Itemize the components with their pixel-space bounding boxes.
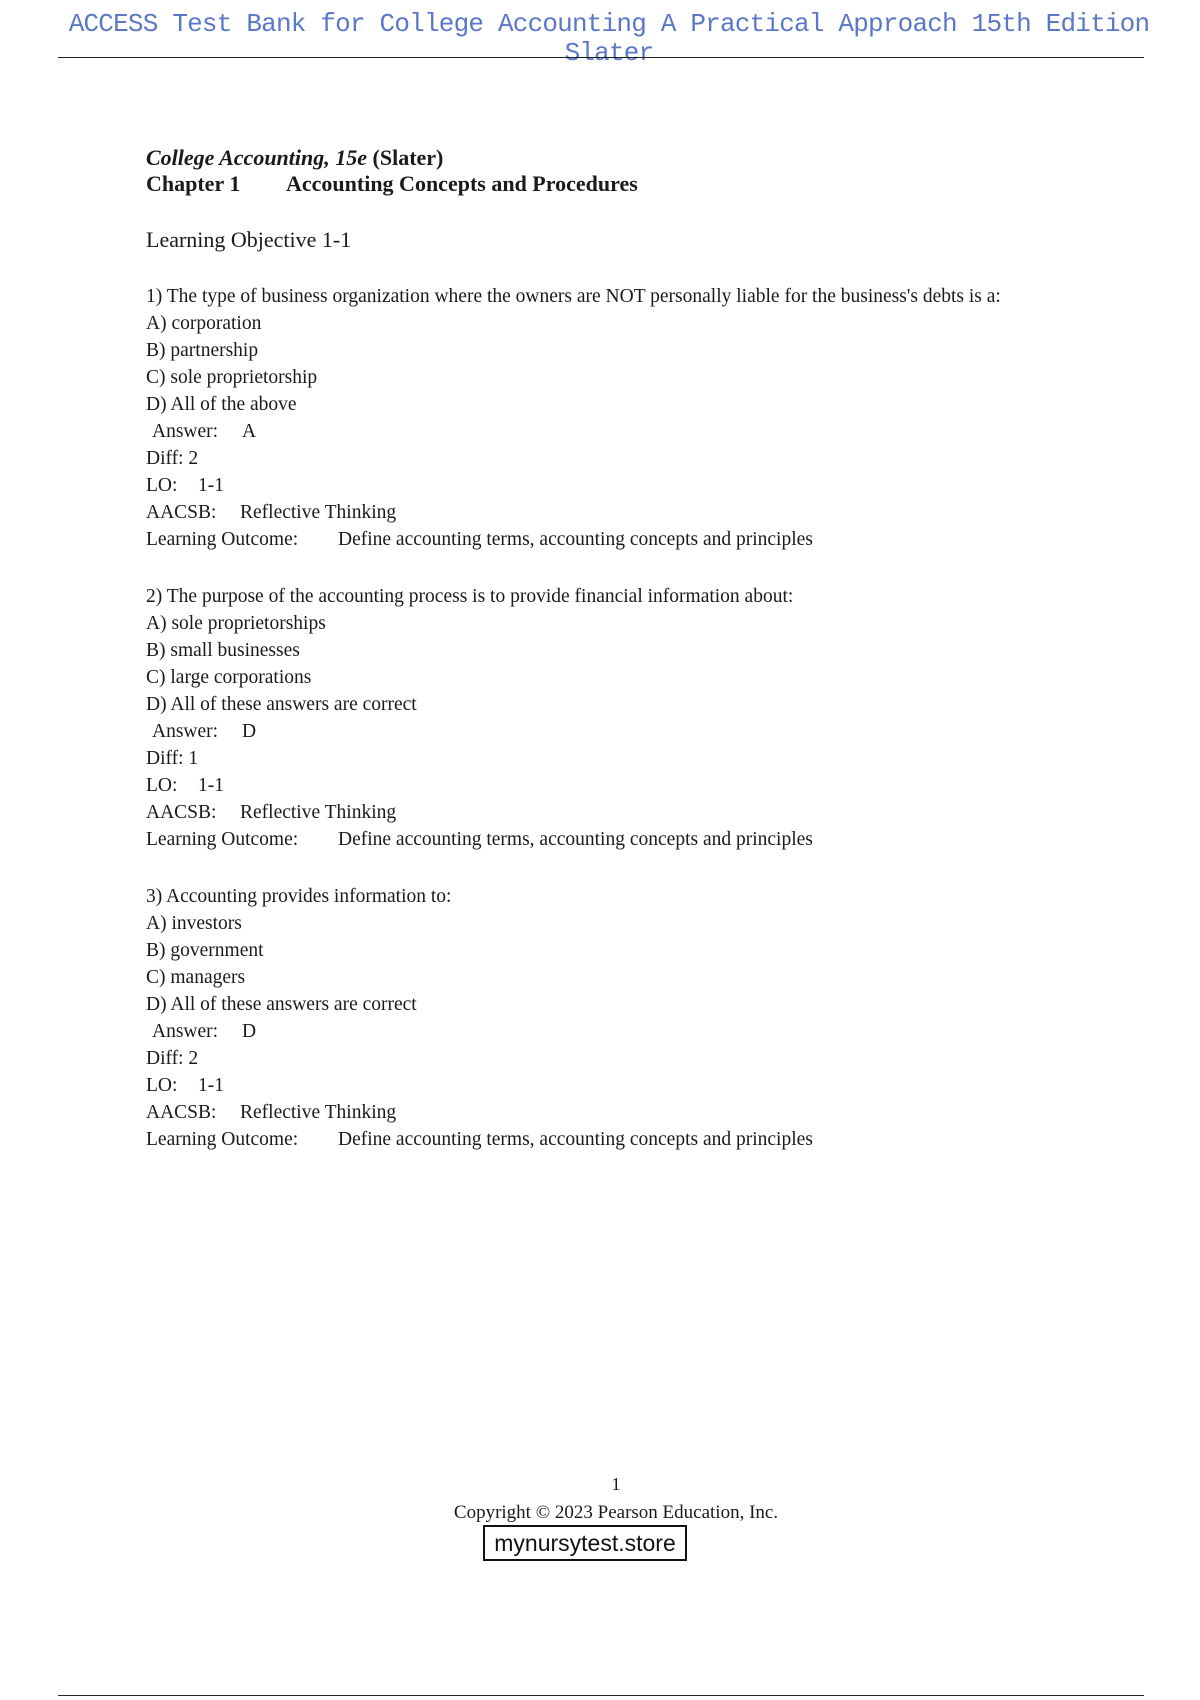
page-number: 1: [611, 1474, 621, 1494]
answer-label: Answer:: [152, 421, 219, 442]
option-b: B) partnership: [146, 340, 259, 361]
learning-outcome-label: Learning Outcome:: [146, 1129, 299, 1150]
option-b: B) small businesses: [146, 640, 300, 661]
aacsb-label: AACSB:: [146, 502, 217, 523]
option-d: D) All of these answers are correct: [146, 994, 417, 1015]
option-a: A) investors: [146, 913, 242, 934]
option-d: D) All of these answers are correct: [146, 694, 417, 715]
difficulty: Diff: 2: [146, 1048, 199, 1069]
option-a: A) sole proprietorships: [146, 613, 326, 634]
answer-value: D: [242, 721, 257, 742]
option-d: D) All of the above: [146, 394, 297, 415]
question-block-2: [146, 583, 1106, 853]
option-a: A) corporation: [146, 313, 262, 334]
aacsb-value: Reflective Thinking: [240, 502, 397, 523]
learning-outcome-row: [146, 1126, 1106, 1153]
difficulty: Diff: 1: [146, 748, 199, 769]
lo-value: 1-1: [198, 775, 224, 796]
question-text: 1) The type of business organization where the owners are NOT personally liable for the business's debts is a:: [146, 286, 1001, 307]
question-block-3: [146, 883, 1106, 1153]
aacsb-value: Reflective Thinking: [240, 1102, 397, 1123]
option-c: C) large corporations: [146, 667, 312, 688]
book-title: [146, 145, 1106, 171]
footer-divider: [58, 1695, 1144, 1696]
book-title-italic: College Accounting, 15e: [146, 145, 368, 170]
watermark-stamp: mynursytest.store: [483, 1525, 687, 1561]
header-title-link[interactable]: ACCESS Test Bank for College Accounting A Practical Approach 15th Edition Slater: [68, 9, 1150, 68]
chapter-heading: [146, 171, 1106, 197]
option-c: C) sole proprietorship: [146, 367, 318, 388]
learning-outcome-row: [146, 526, 1106, 553]
lo-label: LO:: [146, 475, 178, 496]
question-text: 2) The purpose of the accounting process is to provide financial information about:: [146, 586, 794, 607]
header-divider: [58, 57, 1144, 58]
learning-objective-heading: Learning Objective 1-1: [146, 227, 352, 252]
learning-outcome-label: Learning Outcome:: [146, 829, 299, 850]
chapter-title: Accounting Concepts and Procedures: [286, 171, 638, 196]
lo-label: LO:: [146, 1075, 178, 1096]
lo-label: LO:: [146, 775, 178, 796]
page-content: [146, 145, 1106, 1153]
aacsb-row: [146, 1099, 1106, 1126]
learning-outcome-value: Define accounting terms, accounting concepts and principles: [338, 529, 813, 550]
answer-label: Answer:: [152, 721, 219, 742]
chapter-label: Chapter 1: [146, 171, 241, 196]
learning-outcome-row: [146, 826, 1106, 853]
option-c: C) managers: [146, 967, 246, 988]
copyright-notice: Copyright © 2023 Pearson Education, Inc.: [453, 1502, 779, 1523]
question-text: 3) Accounting provides information to:: [146, 886, 452, 907]
difficulty: Diff: 2: [146, 448, 199, 469]
aacsb-row: [146, 799, 1106, 826]
answer-row: [146, 418, 1106, 445]
learning-outcome-label: Learning Outcome:: [146, 529, 299, 550]
aacsb-label: AACSB:: [146, 802, 217, 823]
lo-row: [146, 772, 1106, 799]
question-block-1: [146, 283, 1106, 553]
lo-row: [146, 472, 1106, 499]
aacsb-value: Reflective Thinking: [240, 802, 397, 823]
learning-outcome-value: Define accounting terms, accounting concepts and principles: [338, 829, 813, 850]
answer-row: [146, 1018, 1106, 1045]
aacsb-label: AACSB:: [146, 1102, 217, 1123]
answer-row: [146, 718, 1106, 745]
book-title-author: (Slater): [367, 145, 444, 170]
answer-value: D: [242, 1021, 257, 1042]
learning-outcome-value: Define accounting terms, accounting concepts and principles: [338, 1129, 813, 1150]
lo-row: [146, 1072, 1106, 1099]
aacsb-row: [146, 499, 1106, 526]
answer-label: Answer:: [152, 1021, 219, 1042]
option-b: B) government: [146, 940, 264, 961]
lo-value: 1-1: [198, 1075, 224, 1096]
lo-value: 1-1: [198, 475, 224, 496]
answer-value: A: [242, 421, 257, 442]
